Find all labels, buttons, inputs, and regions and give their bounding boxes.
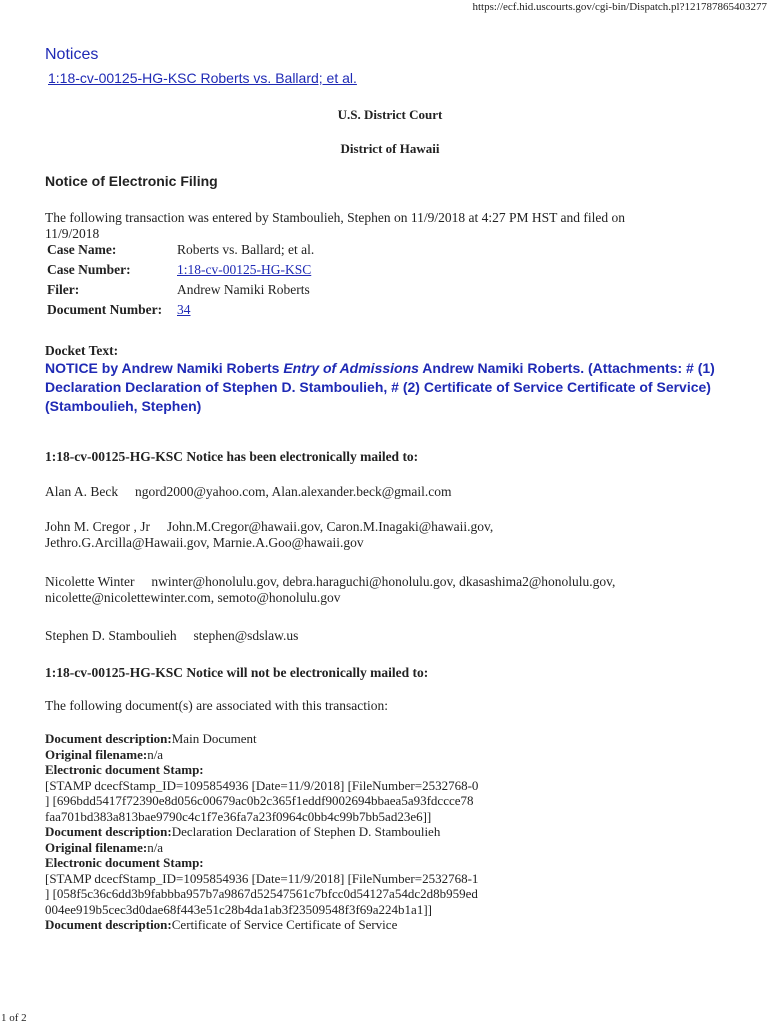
recipient-line: Alan A. Beck ngord2000@yahoo.com, Alan.alexander.beck@gmail.com (45, 484, 452, 499)
case-number-row (45, 262, 316, 282)
district-name: District of Hawaii (340, 141, 440, 156)
doc-description-label: Document description: (45, 731, 172, 746)
mailed-heading: 1:18-cv-00125-HG-KSC Notice has been electronically mailed to: (45, 449, 419, 464)
stamp-line: [STAMP dcecfStamp_ID=1095854936 [Date=11/9/2018] [FileNumber=2532768-0 (45, 777, 479, 793)
recipient-line-2: nicolette@nicolettewinter.com, semoto@honolulu.gov (45, 590, 341, 605)
filer-value: Andrew Namiki Roberts (177, 282, 310, 297)
nef-heading: Notice of Electronic Filing (45, 173, 218, 189)
doc-description-line (45, 731, 478, 747)
recipient-nicolette-winter (45, 574, 615, 606)
doc-description-label: Document description: (45, 824, 172, 839)
doc-description-value: Certificate of Service Certificate of Service (171, 917, 398, 932)
docket-text-part2: Andrew Namiki Roberts. (Attachments: # (1) Declaration Declaration of Stephen D. Stamboulieh, # (2) Certificate of Service Certificate of Service)(Stamboulieh, Stephen) (45, 360, 715, 414)
docket-text-part1: NOTICE by Andrew Namiki Roberts (45, 360, 284, 376)
case-number-label: Case Number: (47, 262, 131, 277)
case-title-link[interactable]: 1:18-cv-00125-HG-KSC Roberts vs. Ballard; et al. (48, 70, 357, 86)
original-filename-value: n/a (147, 839, 164, 855)
recipient-line-2: Jethro.G.Arcilla@Hawaii.gov, Marnie.A.Goo@hawaii.gov (45, 535, 364, 550)
transaction-date-line: 11/9/2018 (45, 226, 100, 241)
recipient-line: John M. Cregor , Jr John.M.Cregor@hawaii.gov, Caron.M.Inagaki@hawaii.gov, (45, 519, 494, 534)
stamp-line: [STAMP dcecfStamp_ID=1095854936 [Date=11/9/2018] [FileNumber=2532768-1 (45, 870, 479, 886)
case-name-row (45, 242, 316, 262)
original-filename-line (45, 840, 478, 856)
page-indicator: 1 of 2 (1, 1012, 27, 1024)
docket-text-italic: Entry of Admissions (283, 360, 419, 376)
case-number-link[interactable]: 1:18-cv-00125-HG-KSC (177, 262, 312, 277)
stamp-line: 004ee919b5cec3d0dae68f443e51c28b4da1ab3f23509548f3f69a224b1a1]] (45, 901, 432, 917)
stamp-label: Electronic document Stamp: (45, 762, 204, 777)
stamp-line: ] [058f5c36c6dd3b9fabbba957b7a9867d52547561c7bfcc0d54127a54dc2d8b959ed (45, 886, 478, 901)
docket-text (45, 359, 745, 416)
original-filename-label: Original filename: (45, 839, 148, 855)
document-number-label: Document Number: (47, 302, 163, 317)
doc-description-line (45, 824, 478, 840)
doc-description-line (45, 917, 478, 933)
doc-description-value: Declaration Declaration of Stephen D. Stamboulieh (171, 824, 441, 839)
original-filename-label: Original filename: (45, 746, 148, 762)
document-entry-main (45, 731, 478, 933)
case-name-label: Case Name: (47, 242, 117, 257)
documents-intro: The following document(s) are associated with this transaction: (45, 698, 389, 713)
docket-text-label: Docket Text: (45, 343, 119, 358)
browser-url: https://ecf.hid.uscourts.gov/cgi-bin/Dispatch.pl?121787865403277 (472, 1, 767, 13)
court-name: U.S. District Court (337, 107, 443, 122)
case-name-value: Roberts vs. Ballard; et al. (177, 242, 315, 257)
original-filename-value: n/a (147, 746, 164, 762)
document-number-row (45, 302, 316, 322)
filer-row (45, 282, 316, 302)
document-number-link[interactable]: 34 (177, 302, 191, 317)
recipient-stephen-stamboulieh (45, 628, 298, 644)
doc-description-label: Document description: (45, 917, 172, 932)
filer-label: Filer: (47, 282, 80, 297)
stamp-line: ] [696bdd5417f72390e8d056c00679ac0b2c365f1eddf9002694bbaea5a93fdccce78 (45, 793, 474, 808)
recipient-john-cregor (45, 519, 493, 551)
page-title: Notices (45, 46, 99, 63)
stamp-label: Electronic document Stamp: (45, 855, 204, 870)
not-mailed-heading: 1:18-cv-00125-HG-KSC Notice will not be electronically mailed to: (45, 665, 429, 680)
original-filename-line (45, 747, 478, 763)
case-info-table (45, 242, 316, 322)
recipient-alan-beck (45, 484, 452, 500)
stamp-line: faa701bd383a813bae9790c4c1f7e36fa7a23f0964c0bb4c99b7bb5ad23e6]] (45, 808, 432, 824)
recipient-line: Nicolette Winter nwinter@honolulu.gov, debra.haraguchi@honolulu.gov, dkasashima2@honolulu.gov, (45, 574, 616, 589)
transaction-line: The following transaction was entered by Stamboulieh, Stephen on 11/9/2018 at 4:27 PM HST and filed on (45, 210, 626, 225)
recipient-line: Stephen D. Stamboulieh stephen@sdslaw.us (45, 628, 299, 643)
doc-description-value: Main Document (171, 731, 257, 746)
